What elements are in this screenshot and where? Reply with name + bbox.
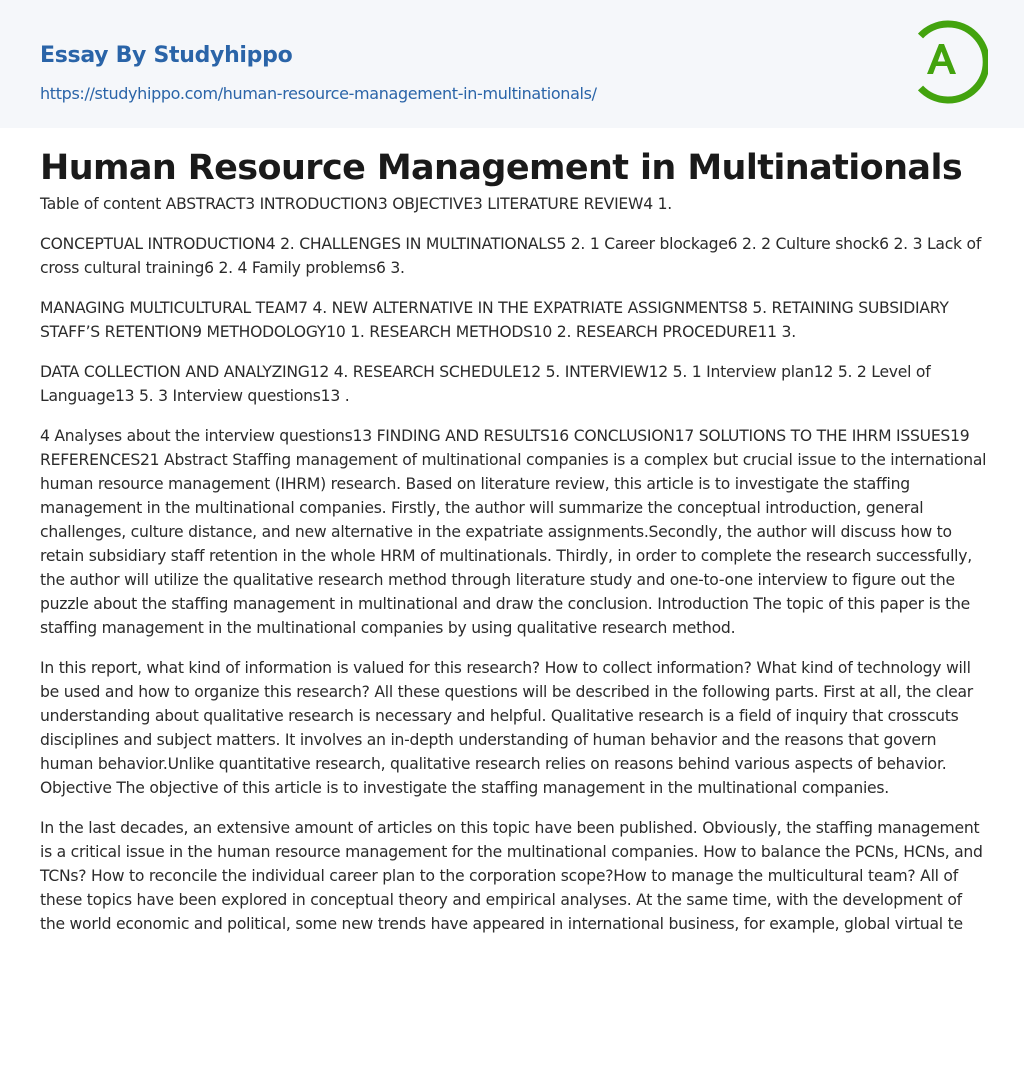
paragraph-introduction: In this report, what kind of information is valued for this research? How to collect information? What kind of technology will be used and how to organize this research? All these questions will be described in the following parts. First at all, the clear understanding about qualitative research is necessary and helpful. Qualitative research is a field of inquiry that crosscuts disciplines and subject matters. It involves an in-depth understanding of human behavior and the reasons that govern human behavior.Unlike quantitative research, qualitative research relies on reasons behind various aspects of behavior. Objective The objective of this article is to investigate the staffing management in the multinational companies. bbox=[40, 659, 973, 797]
page-title: Human Resource Management in Multinationals bbox=[40, 148, 963, 188]
paragraph-table-of-contents: Table of content ABSTRACT3 INTRODUCTION3 OBJECTIVE3 LITERATURE REVIEW4 1. bbox=[40, 195, 672, 213]
site-header bbox=[0, 0, 1024, 128]
article-body bbox=[0, 146, 1024, 936]
studyhippo-logo-icon[interactable] bbox=[912, 18, 988, 106]
paragraph-abstract: 4 Analyses about the interview questions13 FINDING AND RESULTS16 CONCLUSION17 SOLUTIONS TO THE IHRM ISSUES19 REFERENCES21 Abstract Staffing management of multinational companies is a complex but crucial issue to the international human resource management (IHRM) research. Based on literature review, this article is to investigate the staffing management in the multinational companies. Firstly, the author will summarize the conceptual introduction, general challenges, culture distance, and new alternative in the expatriate assignments.Secondly, the author will discuss how to retain subsidiary staff retention in the whole HRM of multinationals. Thirdly, in order to complete the research successfully, the author will utilize the qualitative research method through literature study and one-to-one interview to figure out the puzzle about the staffing management in multinational and draw the conclusion. Introduction The topic of this paper is the staffing management in the multinational companies by using qualitative research method. bbox=[40, 427, 987, 637]
source-url-link[interactable]: https://studyhippo.com/human-resource-management-in-multinationals/ bbox=[40, 84, 597, 103]
brand-title[interactable]: Essay By Studyhippo bbox=[40, 43, 293, 68]
paragraph-toc-continued-2: MANAGING MULTICULTURAL TEAM7 4. NEW ALTERNATIVE IN THE EXPATRIATE ASSIGNMENTS8 5. RETAINING SUBSIDIARY STAFF’S RETENTION9 METHODOLOGY10 1. RESEARCH METHODS10 2. RESEARCH PROCEDURE11 3. bbox=[40, 299, 949, 341]
paragraph-literature: In the last decades, an extensive amount of articles on this topic have been published. Obviously, the staffing management is a critical issue in the human resource management for the multinational companies. How to balance the PCNs, HCNs, and TCNs? How to reconcile the individual career plan to the corporation scope?How to manage the multicultural team? All of these topics have been explored in conceptual theory and empirical analyses. At the same time, with the development of the world economic and political, some new trends have appeared in international business, for example, global virtual te bbox=[40, 819, 983, 933]
paragraph-toc-continued-3: DATA COLLECTION AND ANALYZING12 4. RESEARCH SCHEDULE12 5. INTERVIEW12 5. 1 Interview plan12 5. 2 Level of Language13 5. 3 Interview questions13 . bbox=[40, 363, 931, 405]
paragraph-toc-continued-1: CONCEPTUAL INTRODUCTION4 2. CHALLENGES IN MULTINATIONALS5 2. 1 Career blockage6 2. 2 Culture shock6 2. 3 Lack of cross cultural training6 2. 4 Family problems6 3. bbox=[40, 235, 982, 277]
